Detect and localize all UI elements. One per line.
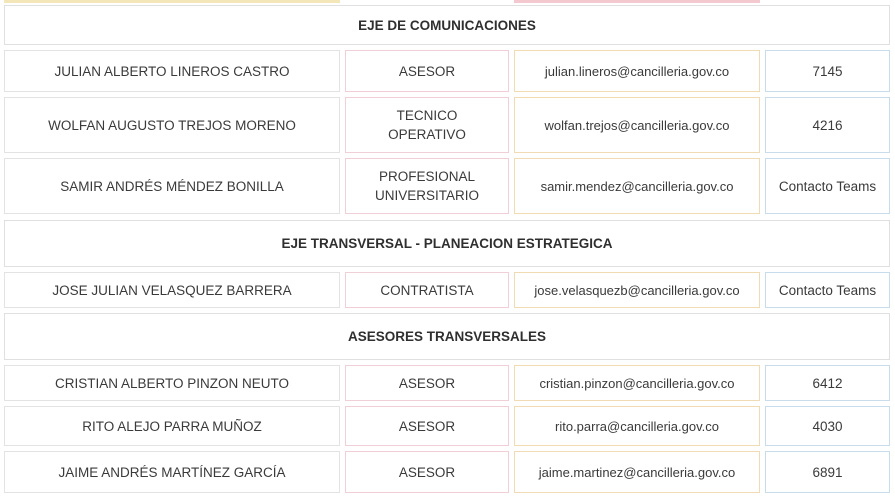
- table-row: [0, 158, 895, 214]
- extension-cell: 4216: [765, 97, 890, 153]
- top-strip: [514, 0, 760, 3]
- extension-cell: 6891: [765, 451, 890, 493]
- role-cell: ASESOR: [345, 406, 509, 446]
- extension-cell: 6412: [765, 365, 890, 401]
- role-cell: ASESOR: [345, 365, 509, 401]
- role-cell: PROFESIONAL UNIVERSITARIO: [345, 158, 509, 214]
- email-cell: jaime.martinez@cancilleria.gov.co: [514, 451, 760, 493]
- name-cell: RITO ALEJO PARRA MUÑOZ: [4, 406, 340, 446]
- extension-cell: 4030: [765, 406, 890, 446]
- section-header: EJE TRANSVERSAL - PLANEACION ESTRATEGICA: [4, 220, 890, 267]
- email-cell: samir.mendez@cancilleria.gov.co: [514, 158, 760, 214]
- table-row: [0, 406, 895, 446]
- email-cell: julian.lineros@cancilleria.gov.co: [514, 50, 760, 92]
- extension-cell: Contacto Teams: [765, 158, 890, 214]
- table-row: [0, 50, 895, 92]
- name-cell: WOLFAN AUGUSTO TREJOS MORENO: [4, 97, 340, 153]
- section-header-row: [0, 5, 895, 45]
- role-cell: ASESOR: [345, 451, 509, 493]
- section-header: EJE DE COMUNICACIONES: [4, 5, 890, 45]
- role-cell: TECNICO OPERATIVO: [345, 97, 509, 153]
- name-cell: JULIAN ALBERTO LINEROS CASTRO: [4, 50, 340, 92]
- section-header-row: [0, 220, 895, 267]
- extension-cell: Contacto Teams: [765, 272, 890, 308]
- extension-cell: 7145: [765, 50, 890, 92]
- email-cell: cristian.pinzon@cancilleria.gov.co: [514, 365, 760, 401]
- name-cell: CRISTIAN ALBERTO PINZON NEUTO: [4, 365, 340, 401]
- section-header-row: [0, 313, 895, 360]
- email-cell: rito.parra@cancilleria.gov.co: [514, 406, 760, 446]
- section-header: ASESORES TRANSVERSALES: [4, 313, 890, 360]
- table-row: [0, 451, 895, 493]
- name-cell: SAMIR ANDRÉS MÉNDEZ BONILLA: [4, 158, 340, 214]
- table-row: [0, 97, 895, 153]
- name-cell: JOSE JULIAN VELASQUEZ BARRERA: [4, 272, 340, 308]
- name-cell: JAIME ANDRÉS MARTÍNEZ GARCÍA: [4, 451, 340, 493]
- top-strip: [4, 0, 340, 3]
- table-row: [0, 272, 895, 308]
- role-cell: CONTRATISTA: [345, 272, 509, 308]
- email-cell: jose.velasquezb@cancilleria.gov.co: [514, 272, 760, 308]
- email-cell: wolfan.trejos@cancilleria.gov.co: [514, 97, 760, 153]
- role-cell: ASESOR: [345, 50, 509, 92]
- table-row: [0, 365, 895, 401]
